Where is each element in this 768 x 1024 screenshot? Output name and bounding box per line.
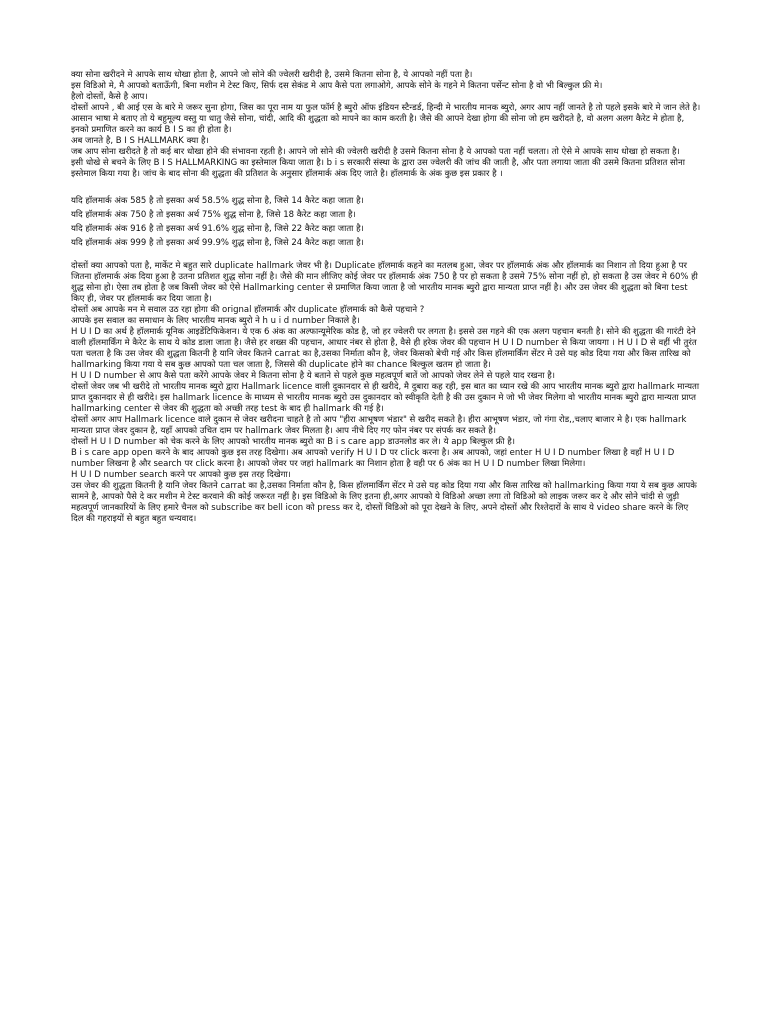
document-body <box>71 70 701 525</box>
paragraph: दोस्तों आपने , बी आई एस के बारे मे जरूर सुना होगा, जिस का पूरा नाम या फुल फॉर्म है ब्युरो ऑफ इंडियन स्टैन्डर्ड, हिन्दी मे भारतीय मानक ब्युरो, अगर आप नहीं जानते है तो पहले इसके बारे मे जान लेते है। आसान भाषा मे बताए तो ये बहुमूल्य वस्तु या धातु जैसे सोना, चांदी, आदि की शुद्धता को मापने का काम करती है। जैसे की आपने देखा होगा की सोना जो हम खरीदते है, वो अलग अलग कैरेट मे होता है, इनको प्रमाणित करने का कार्य B I S का ही होता है। <box>71 103 701 135</box>
paragraph: B i s care app open करने के बाद आपको कुछ इस तरह दिखेगा। अब आपको verify H U I D पर click करना है। अब आपको, जहां enter H U I D number लिखा है वहाँ H U I D number लिखना है और search पर click करना है। आपको जेवर पर जहां hallmark का निशान होता है वही पर 6 अंक का H U I D number लिखा मिलेगा। <box>71 448 675 469</box>
paragraph: उस जेवर की शुद्धता कितनी है यानि जेवर कितने carrat का है,उसका निर्माता कौन है, किस हॉलमार्किंग सेंटर मे उसे यह कोड दिया गया और किस तारिख को hallmarking किया गया ये सब कुछ आपके सामने है, आपको पैसे दे कर मशीन मे टेस्ट करवाने की कोई जरूरत नहीं है। इस विडिओ के लिए इतना ही,अगर आपको ये विडिओ अच्छा लगा तो विडिओ को लाइक जरूर कर दे और सोने चांदी से जुड़ी महत्वपूर्ण जानकारियों के लिए हमारे चैनल को subscribe कर bell icon को press कर दे, दोस्तों विडिओ को पूरा देखने के लिए, अपने दोस्तों और रिश्तेदारों के साथ ये video share करने के लिए दिल की गहराइयों से बहुत बहुत धन्यवाद। <box>71 481 697 524</box>
paragraph: अब जानते है, B I S HALLMARK क्या है। <box>71 136 209 146</box>
paragraph: H U I D number से आप कैसे पता करेंगे आपके जेवर मे कितना सोना है ये बताने से पहले कुछ महत्वपूर्ण बातें जो आपको जेवर लेने से पहले याद रखना है। <box>71 371 555 381</box>
paragraph: इस विडिओ मे, मै आपको बताऊँगी, बिना मशीन मे टेस्ट किए, सिर्फ दस सेकंड मे आप कैसे पता लगाओगे, आपके सोने के गहने मे कितना पर्सेन्ट सोना है वो भी बिल्कुल फ्री मे। <box>71 81 603 91</box>
paragraph: दोस्तों अब आपके मन मे सवाल उठ रहा होगा की orignal हॉलमार्क और duplicate हॉलमार्क को कैसे पहचाने ? <box>71 305 425 315</box>
spacer <box>71 180 701 194</box>
list-item: यदि हॉलमार्क अंक 585 है तो इसका अर्थ 58.5% शुद्ध सोना है, जिसे 14 कैरेट कहा जाता है। <box>71 196 364 206</box>
list-item: यदि हॉलमार्क अंक 999 है तो इसका अर्थ 99.9% शुद्ध सोना है, जिसे 24 कैरेट कहा जाता है। <box>71 238 364 248</box>
paragraph: दोस्तों क्या आपको पता है, मार्केट मे बहुत सारे duplicate hallmark जेवर भी है। Duplicate हॉलमार्क कहने का मतलब हुआ, जेवर पर हॉलमार्क अंक और हॉलमार्क का निशान तो दिया हुआ है पर जितना हॉलमार्क अंक दिया हुआ है उतना प्रतिशत शुद्ध सोना नहीं है। जैसे की मान लीजिए कोई जेवर पर हॉलमार्क अंक 750 है पर हो सकता है उसमे 75% सोना नहीं हो, हो सकता है उस जेवर मे 60% ही शुद्ध सोना हो। ऐसा तब होता है जब किसी जेवर को ऐसे Hallmarking center से प्रमाणित किया जाता है जो भारतीय मानक ब्युरो द्वारा मान्यता प्राप्त नहीं है। और उस जेवर की शुद्धता को बिना test किए ही, जेवर पर हॉलमार्क कर दिया जाता है। <box>71 261 698 304</box>
paragraph: हैलो दोस्तों, कैसे है आप। <box>71 92 148 102</box>
paragraph: क्या सोना खरीदने मे आपके साथ धोखा होता है, आपने जो सोने की ज्वेलरी खरीदी है, उसमे कितना सोना है, ये आपको नहीं पता है। <box>71 70 473 80</box>
list-item: यदि हॉलमार्क अंक 750 है तो इसका अर्थ 75% शुद्ध सोना है, जिसे 18 कैरेट कहा जाता है। <box>71 210 356 220</box>
paragraph: आपके इस सवाल का समाधान के लिए भारतीय मानक ब्युरो ने h u i d number निकाले है। <box>71 316 360 326</box>
paragraph: जब आप सोना खरीदते है तो कई बार धोखा होने की संभावना रहती है। आपने जो सोने की ज्वेलरी खरीदी है उसमे कितना सोना है ये आपको पता नहीं चलता। तो ऐसे मे आपके साथ धोखा हो सकता है। <box>71 147 680 157</box>
paragraph: इसी धोखे से बचने के लिए B I S HALLMARKING का इस्तेमाल किया जाता है। b i s सरकारी संस्था के द्वारा उस ज्वेलरी की जांच की जाती है, और पता लगाया जाता की उसमे कितना प्रतिशत सोना इस्तेमाल किया गया है। जांच के बाद सोना की शुद्धता की प्रतिशत के अनुसार हॉलमार्क अंक दिए जाते है। हॉलमार्क के अंक कुछ इस प्रकार है । <box>71 158 685 179</box>
paragraph: दोस्तों H U I D number को चेक करने के लिए आपको भारतीय मानक ब्युरो का B i s care app डाउनलोड कर ले। ये app बिल्कुल फ्री है। <box>71 437 515 447</box>
spacer <box>71 250 701 261</box>
paragraph: H U I D का अर्थ है हॉलमार्क यूनिक आइडेंटिफिकेशन। ये एक 6 अंक का अल्फान्यूमेरिक कोड है, जो हर ज्वेलरी पर लगता है। इससे उस गहने की एक अलग पहचान बनती है। सोने की शुद्धता की गारंटी देने वाली हॉलमार्किंग मे कैरेट के साथ ये कोड डाला जाता है। जैसे हर शख्स की पहचान, आधार नंबर से होता है, वैसे ही हरेक जेवर की पहचान H U I D number से किया जायगा । H U I D से वहीं भी तुरंत पता चलता है कि उस जेवर की शुद्धता कितनी है यानि जेवर कितने carrat का है,उसका निर्माता कौन है, जेवर किसको बेची गई और किस हॉलमार्किंग सेंटर मे उसे यह कोड दिया गया और किस तारिख को hallmarking किया गया ये सब कुछ आपको पता चल जाता है, जिससे की duplicate होने का chance बिल्कुल खतम हो जाता है। <box>71 327 697 370</box>
hallmark-list <box>71 194 701 250</box>
paragraph: दोस्तों अगर आप Hallmark licence वाले दुकान से जेवर खरीदना चाहते है तो आप "हीरा आभूषण भंडार" से खरीद सकते है। हीरा आभूषण भंडार, जो गंगा रोड,,चलाए बाजार मे है। एक hallmark मान्यता प्राप्त जेवर दुकान है, यहाँ आपको उचित दाम पर hallmark जेवर मिलता है। आप नीचे दिए गए फोन नंबर पर संपर्क कर सकते है। <box>71 415 687 436</box>
list-item: यदि हॉलमार्क अंक 916 है तो इसका अर्थ 91.6% शुद्ध सोना है, जिसे 22 कैरेट कहा जाता है। <box>71 224 364 234</box>
paragraph: दोस्तों जेवर जब भी खरीदे तो भारतीय मानक ब्युरो द्वारा Hallmark licence वाली दुकानदार से ही खरीदे, मै दुबारा कह रही, इस बात का ध्यान रखे की आप भारतीय मानक ब्युरो द्वारा hallmark मान्यता प्राप्त दुकानदार से ही खरीदे। इस hallmark licence के माध्यम से भारतीय मानक ब्युरो उस दुकानदार को स्वीकृति देती है की उस दुकान मे जो भी जेवर मिलेगा वो भारतीय मानक ब्युरो द्वारा मान्यता प्राप्त hallmarking center से जेवर की शुद्धता को अच्छी तरह test के बाद ही hallmark की गई है। <box>71 382 700 414</box>
paragraph: H U I D number search करने पर आपको कुछ इस तरह दिखेगा। <box>71 470 291 480</box>
